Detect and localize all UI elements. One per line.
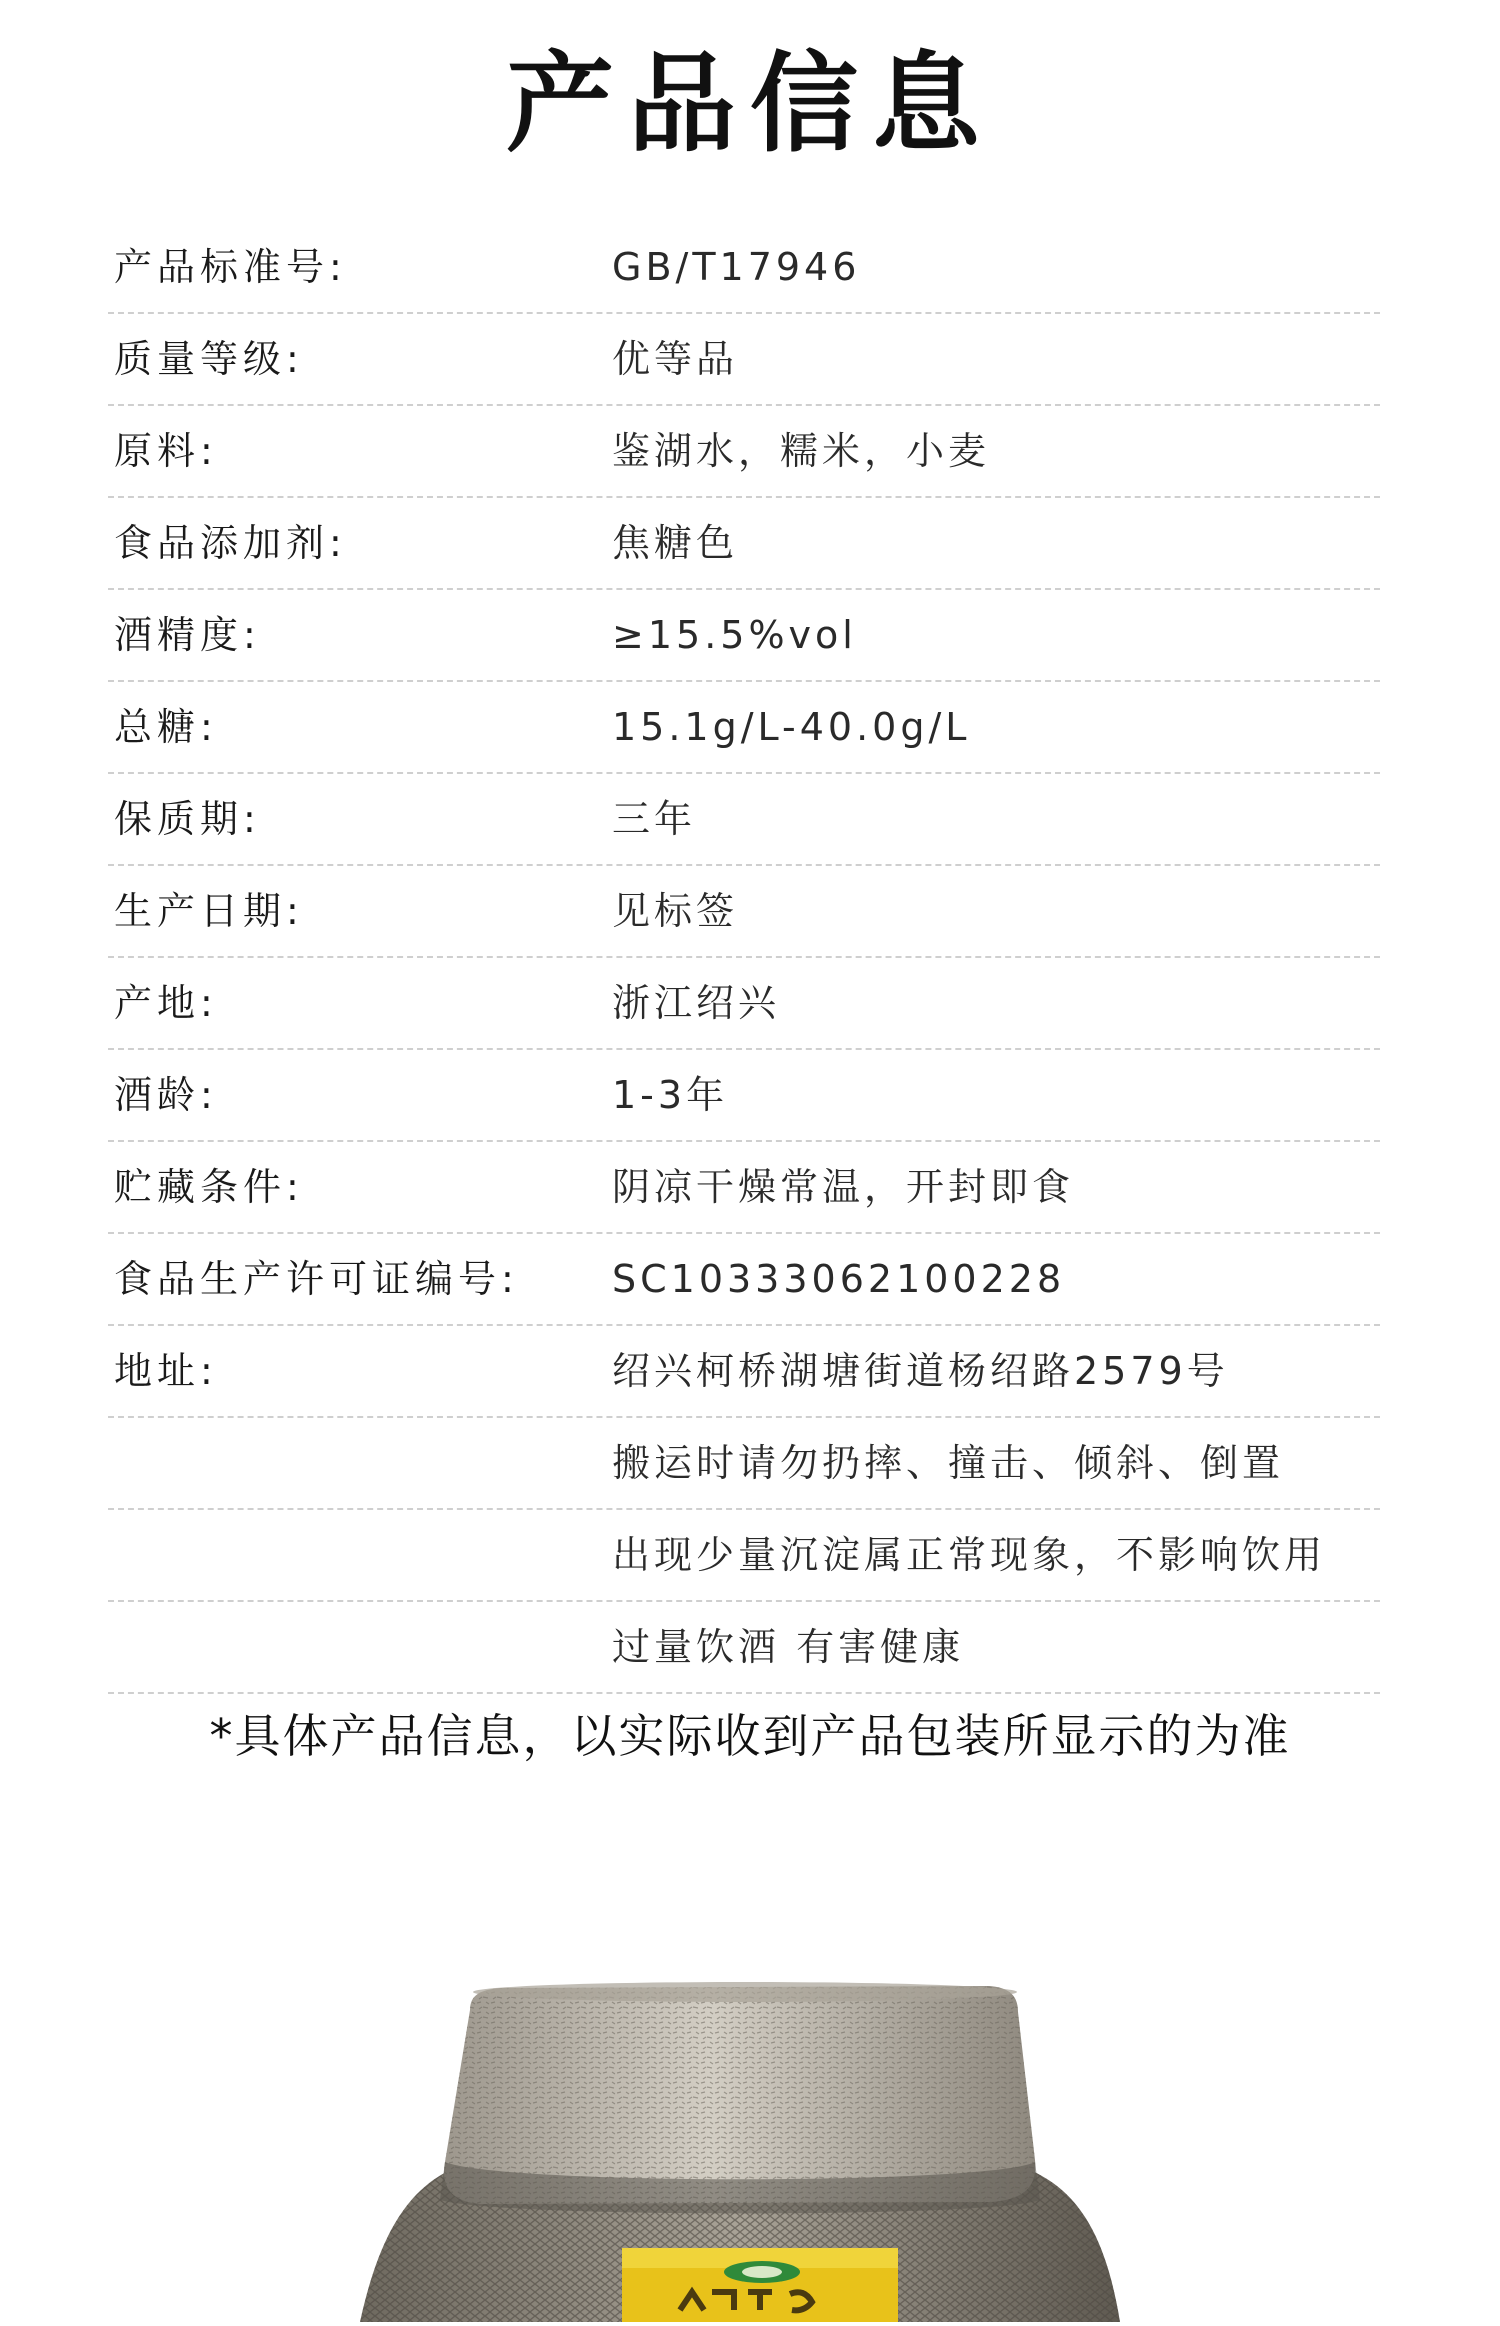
info-value: 绍兴柯桥湖塘街道杨绍路2579号 [612,1349,1229,1393]
info-row [108,1602,1380,1694]
info-row [108,1326,1380,1418]
info-row [108,1510,1380,1602]
info-value: 阴凉干燥常温，开封即食 [612,1165,1075,1209]
info-label: 保质期: [114,797,261,841]
info-value: SC10333062100228 [612,1257,1066,1301]
brand-label-icon [622,2248,898,2322]
info-label: 酒龄: [114,1073,218,1117]
info-label: 酒精度: [114,613,261,657]
info-value: 15.1g/L-40.0g/L [612,705,971,749]
info-label: 总糖: [114,705,218,749]
info-row [108,498,1380,590]
info-row [108,222,1380,314]
info-value: ≥15.5%vol [612,613,857,657]
packaging-disclaimer: *具体产品信息，以实际收到产品包装所显示的为准 [209,1709,1291,1763]
info-row [108,314,1380,406]
info-value: 1-3年 [612,1073,729,1117]
info-label: 质量等级: [114,337,304,381]
page-title: 产品信息 [505,42,994,167]
info-row [108,682,1380,774]
info-value: 搬运时请勿扔摔、撞击、倾斜、倒置 [612,1441,1285,1485]
info-row [108,1142,1380,1234]
info-value: 出现少量沉淀属正常现象，不影响饮用 [612,1533,1327,1577]
product-info-table [108,222,1380,1694]
info-row [108,1050,1380,1142]
info-value: 三年 [612,797,697,841]
info-row [108,958,1380,1050]
info-value: 过量饮酒 有害健康 [612,1625,965,1669]
info-row [108,1418,1380,1510]
info-label: 食品添加剂: [114,521,347,565]
info-label: 生产日期: [114,889,304,933]
info-label: 原料: [114,429,218,473]
info-value: 鉴湖水，糯米，小麦 [612,429,991,473]
info-row [108,774,1380,866]
info-row [108,590,1380,682]
info-label: 食品生产许可证编号: [114,1257,519,1301]
info-label: 产品标准号: [114,245,347,289]
info-row [108,1234,1380,1326]
info-value: 焦糖色 [612,521,739,565]
info-row [108,866,1380,958]
info-value: 见标签 [612,889,739,933]
info-label: 贮藏条件: [114,1165,304,1209]
wine-jar-photo [0,1900,1500,2322]
info-row [108,406,1380,498]
info-value: 优等品 [612,337,739,381]
info-value: GB/T17946 [612,245,861,289]
info-label: 产地: [114,981,218,1025]
info-value: 浙江绍兴 [612,981,781,1025]
info-label: 地址: [114,1349,218,1393]
